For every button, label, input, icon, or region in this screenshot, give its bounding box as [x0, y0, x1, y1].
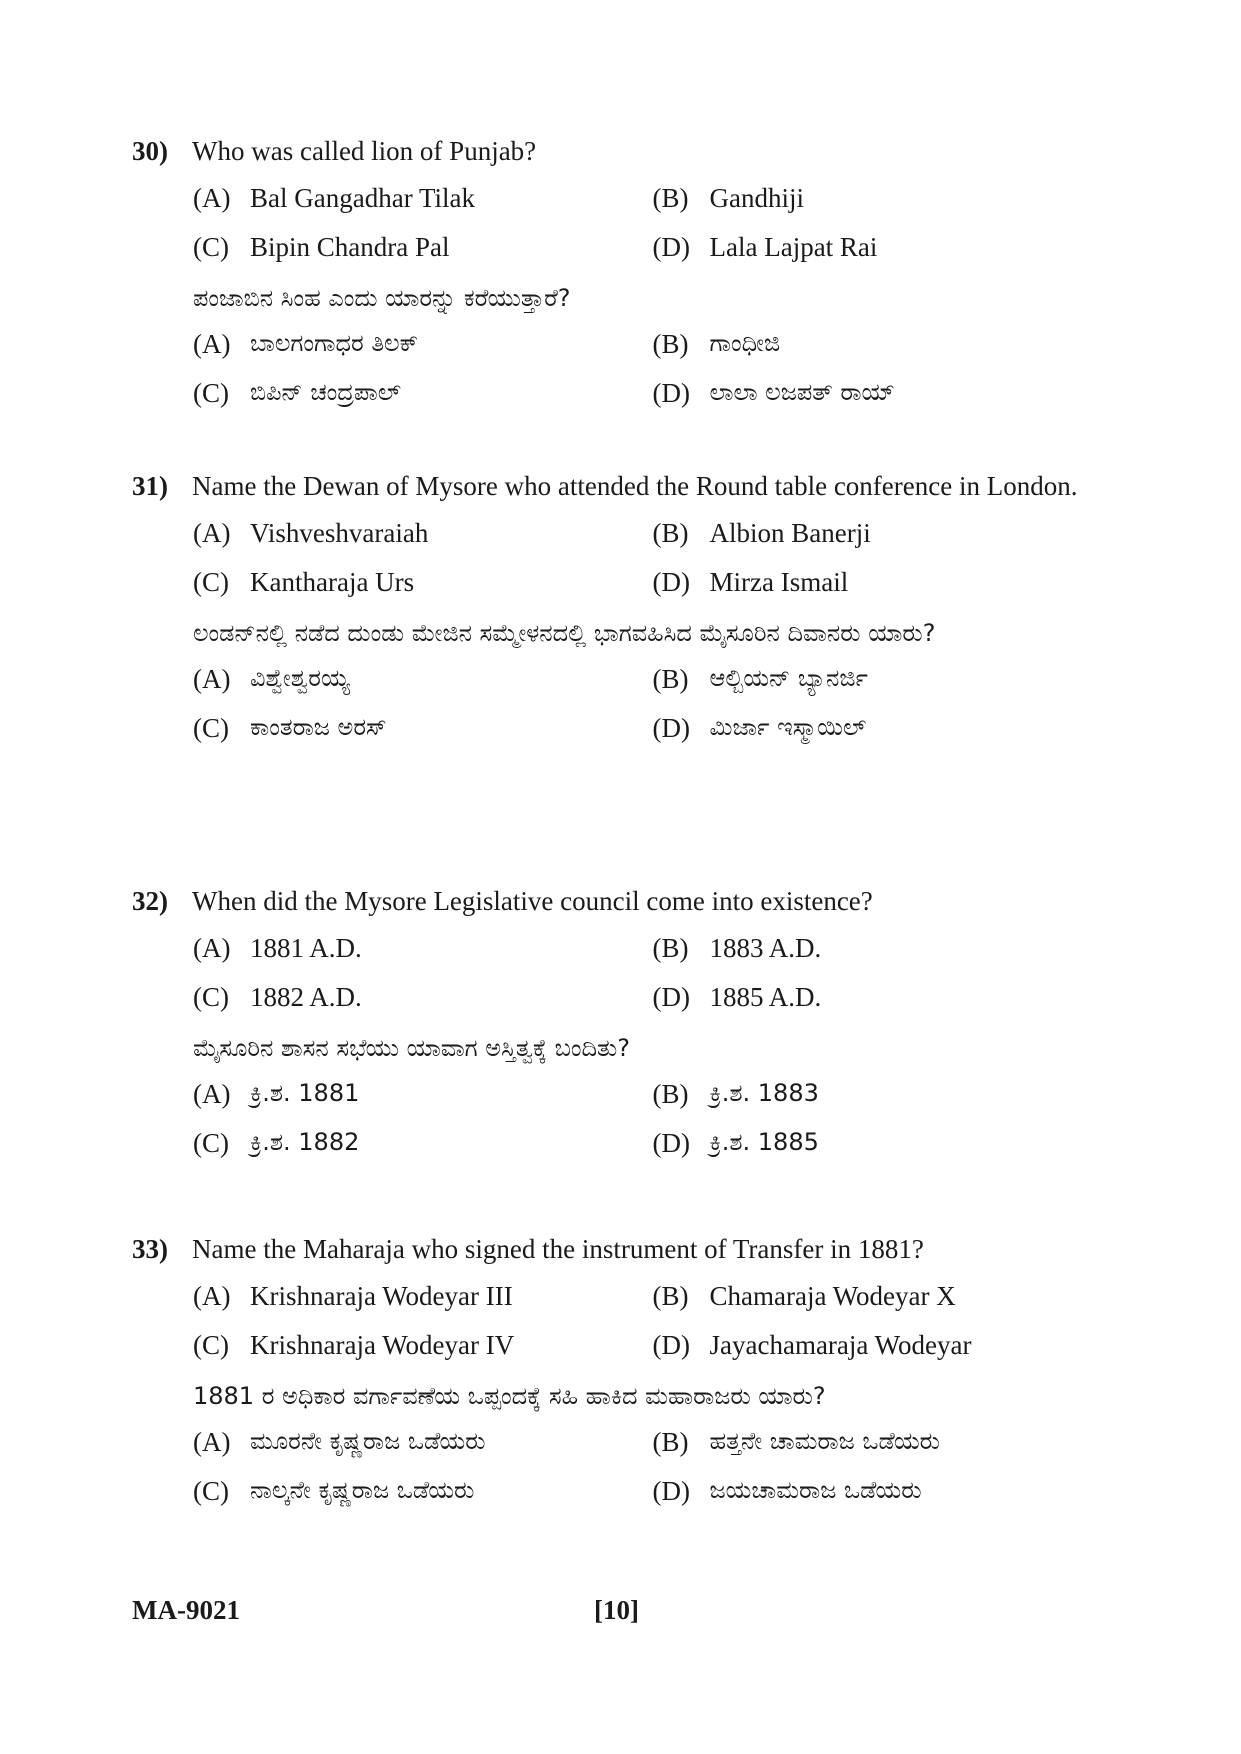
option-letter: (C) [193, 1128, 229, 1158]
option-row [193, 1070, 1112, 1119]
option-b [653, 518, 1113, 549]
option-row [193, 655, 1112, 704]
question-line [132, 1232, 1112, 1266]
option-letter: (A) [193, 329, 231, 359]
options-english [193, 924, 1112, 1022]
question-32 [132, 884, 1112, 1168]
question-number: 33) [132, 1234, 168, 1264]
question-text: Name the Maharaja who signed the instrument of Transfer in 1881? [192, 1234, 924, 1264]
option-letter: (B) [652, 183, 689, 213]
option-row [193, 1272, 1112, 1321]
option-letter: (C) [193, 567, 229, 597]
option-a [193, 518, 653, 549]
option-a [193, 183, 653, 214]
option-b [653, 183, 1113, 214]
question-text: Name the Dewan of Mysore who attended the Round table conference in London. [192, 471, 1078, 501]
option-letter: (D) [652, 567, 690, 597]
option-d [653, 232, 1113, 263]
paper-code: MA-9021 [132, 1595, 240, 1625]
option-letter: (A) [193, 183, 231, 213]
option-row [193, 174, 1112, 223]
page-number: [10] [594, 1595, 639, 1625]
question-text: When did the Mysore Legislative council come into existence? [192, 886, 873, 916]
option-letter: (D) [652, 1476, 690, 1506]
options-kannada [193, 1418, 1112, 1516]
option-text: ಕ್ರಿ.ಶ. 1882 [250, 1128, 360, 1156]
option-text: ಬಾಲಗಂಗಾಧರ ತಿಲಕ್ [250, 329, 419, 357]
option-b [653, 1281, 1113, 1312]
question-line [132, 134, 1112, 168]
options-kannada [193, 655, 1112, 753]
option-row [193, 924, 1112, 973]
kannada-option-b [653, 664, 1113, 695]
option-text: ಮಿರ್ಜಾ ಇಸ್ಮಾಯಿಲ್ [709, 713, 867, 741]
option-text: Albion Banerji [709, 518, 871, 548]
kannada-option-c [193, 713, 653, 744]
option-text: Gandhiji [709, 183, 804, 213]
option-text: ಗಾಂಧೀಜಿ [709, 329, 781, 357]
option-letter: (A) [193, 933, 231, 963]
option-row [193, 320, 1112, 369]
option-letter: (B) [652, 664, 689, 694]
options-english [193, 509, 1112, 607]
question-number: 30) [132, 136, 168, 166]
option-text: ಕ್ರಿ.ಶ. 1885 [709, 1128, 819, 1156]
option-text: Krishnaraja Wodeyar III [250, 1281, 513, 1311]
options-english [193, 1272, 1112, 1370]
option-a [193, 1281, 653, 1312]
option-text: ಹತ್ತನೇ ಚಾಮರಾಜ ಒಡೆಯರು [709, 1427, 940, 1455]
option-text: Bal Gangadhar Tilak [250, 183, 475, 213]
option-letter: (A) [193, 518, 231, 548]
option-d [653, 1330, 1113, 1361]
option-row [193, 1119, 1112, 1168]
option-row [193, 558, 1112, 607]
kannada-question-text: ಮೈಸೂರಿನ ಶಾಸನ ಸಭೆಯು ಯಾವಾಗ ಅಸ್ತಿತ್ವಕ್ಕೆ ಬಂದಿತು? [193, 1034, 631, 1062]
option-row [193, 704, 1112, 753]
option-letter: (C) [193, 982, 229, 1012]
option-row [193, 369, 1112, 418]
option-text: ನಾಲ್ಕನೇ ಕೃಷ್ಣರಾಜ ಒಡೆಯರು [250, 1476, 475, 1504]
option-text: Jayachamaraja Wodeyar [709, 1330, 972, 1360]
kannada-option-c [193, 1128, 653, 1159]
option-letter: (C) [193, 713, 229, 743]
option-letter: (D) [652, 713, 690, 743]
option-c [193, 1330, 653, 1361]
kannada-option-d [653, 378, 1113, 409]
option-text: 1885 A.D. [709, 982, 822, 1012]
option-letter: (B) [652, 329, 689, 359]
question-30 [132, 134, 1112, 418]
option-letter: (B) [652, 1281, 689, 1311]
option-text: 1883 A.D. [709, 933, 822, 963]
option-letter: (D) [652, 1128, 690, 1158]
question-33 [132, 1232, 1112, 1516]
option-letter: (B) [652, 1427, 689, 1457]
option-row [193, 223, 1112, 272]
option-letter: (B) [652, 518, 689, 548]
option-letter: (C) [193, 1476, 229, 1506]
option-text: ವಿಶ್ವೇಶ್ವರಯ್ಯ [250, 664, 350, 692]
option-c [193, 982, 653, 1013]
option-text: ಕ್ರಿ.ಶ. 1881 [250, 1079, 360, 1107]
option-text: ಆಲ್ಬಿಯನ್ ಬ್ಯಾನರ್ಜಿ [709, 664, 868, 692]
option-letter: (C) [193, 232, 229, 262]
option-letter: (B) [652, 1079, 689, 1109]
kannada-option-d [653, 713, 1113, 744]
option-text: ಜಯಚಾಮರಾಜ ಒಡೆಯರು [709, 1476, 922, 1504]
option-letter: (C) [193, 378, 229, 408]
option-letter: (C) [193, 1330, 229, 1360]
kannada-question-text: ಲಂಡನ್‌ನಲ್ಲಿ ನಡೆದ ದುಂಡು ಮೇಜಿನ ಸಮ್ಮೇಳನದಲ್ಲಿ ಭಾಗವಹಿಸಿದ ಮೈಸೂರಿನ ದಿವಾನರು ಯಾರು? [193, 619, 936, 647]
option-letter: (A) [193, 1427, 231, 1457]
question-line [132, 884, 1112, 918]
option-row [193, 1418, 1112, 1467]
kannada-option-a [193, 329, 653, 360]
option-text: Mirza Ismail [709, 567, 849, 597]
option-letter: (D) [652, 378, 690, 408]
option-text: Lala Lajpat Rai [709, 232, 878, 262]
option-text: ಬಿಪಿನ್ ಚಂದ್ರಪಾಲ್ [250, 378, 402, 406]
option-text: Krishnaraja Wodeyar IV [250, 1330, 515, 1360]
kannada-option-b [653, 329, 1113, 360]
option-letter: (D) [652, 232, 690, 262]
options-kannada [193, 1070, 1112, 1168]
option-a [193, 933, 653, 964]
kannada-option-d [653, 1128, 1113, 1159]
option-text: ಕ್ರಿ.ಶ. 1883 [709, 1079, 819, 1107]
option-d [653, 982, 1113, 1013]
kannada-option-d [653, 1476, 1113, 1507]
kannada-question-text: 1881 ರ ಅಧಿಕಾರ ವರ್ಗಾವಣೆಯ ಒಪ್ಪಂದಕ್ಕೆ ಸಹಿ ಹಾಕಿದ ಮಹಾರಾಜರು ಯಾರು? [193, 1382, 826, 1410]
option-text: 1881 A.D. [250, 933, 362, 963]
question-number: 32) [132, 886, 168, 916]
option-b [653, 933, 1113, 964]
kannada-option-a [193, 664, 653, 695]
kannada-option-a [193, 1427, 653, 1458]
options-english [193, 174, 1112, 272]
option-text: ಲಾಲಾ ಲಜಪತ್ ರಾಯ್ [709, 378, 896, 406]
kannada-option-c [193, 378, 653, 409]
option-letter: (D) [652, 982, 690, 1012]
option-row [193, 1467, 1112, 1516]
options-kannada [193, 320, 1112, 418]
option-d [653, 567, 1113, 598]
question-31 [132, 469, 1112, 753]
option-text: ಮೂರನೇ ಕೃಷ್ಣರಾಜ ಒಡೆಯರು [250, 1427, 486, 1455]
option-c [193, 567, 653, 598]
kannada-option-c [193, 1476, 653, 1507]
option-text: Bipin Chandra Pal [250, 232, 450, 262]
option-letter: (A) [193, 664, 231, 694]
kannada-option-a [193, 1079, 653, 1110]
option-letter: (D) [652, 1330, 690, 1360]
option-letter: (B) [652, 933, 689, 963]
kannada-question-text: ಪಂಜಾಬಿನ ಸಿಂಹ ಎಂದು ಯಾರನ್ನು ಕರೆಯುತ್ತಾರೆ? [193, 284, 571, 312]
question-number: 31) [132, 471, 168, 501]
option-text: Vishveshvaraiah [250, 518, 429, 548]
question-text: Who was called lion of Punjab? [192, 136, 537, 166]
kannada-option-b [653, 1427, 1113, 1458]
option-row [193, 973, 1112, 1022]
kannada-option-b [653, 1079, 1113, 1110]
option-text: 1882 A.D. [250, 982, 362, 1012]
option-c [193, 232, 653, 263]
option-row [193, 509, 1112, 558]
option-text: ಕಾಂತರಾಜ ಅರಸ್ [250, 713, 387, 741]
option-text: Chamaraja Wodeyar X [709, 1281, 956, 1311]
option-letter: (A) [193, 1079, 231, 1109]
option-row [193, 1321, 1112, 1370]
question-line [132, 469, 1112, 503]
option-text: Kantharaja Urs [250, 567, 415, 597]
option-letter: (A) [193, 1281, 231, 1311]
